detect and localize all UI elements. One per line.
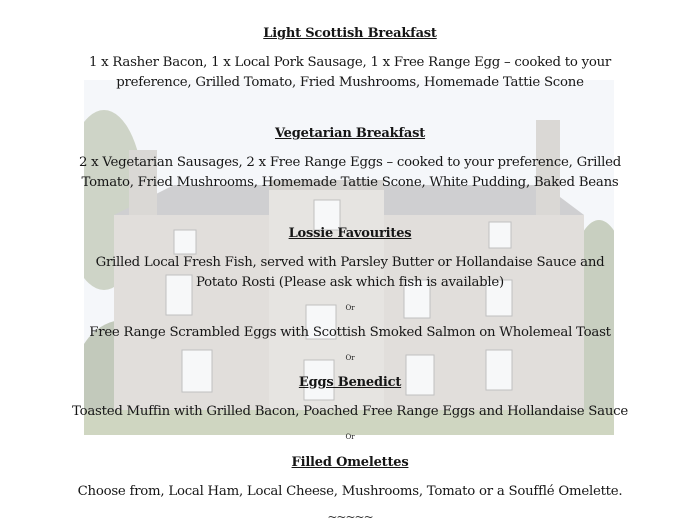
section-heading: Vegetarian Breakfast bbox=[274, 126, 426, 141]
menu-item-description: Grilled Local Fresh Fish, served with Parsley Butter or Hollandaise Sauce and bbox=[95, 255, 605, 270]
footer-ornament: ~~~~~ bbox=[327, 510, 373, 524]
menu-item-description: Potato Rosti (Please ask which fish is available) bbox=[196, 275, 504, 290]
or-separator: Or bbox=[345, 304, 355, 312]
menu-item-description: 2 x Vegetarian Sausages, 2 x Free Range Eggs – cooked to your preference, Grilled bbox=[79, 155, 621, 170]
section-heading: Eggs Benedict bbox=[298, 375, 402, 390]
menu-item-description: Toasted Muffin with Grilled Bacon, Poached Free Range Eggs and Hollandaise Sauce bbox=[72, 404, 628, 419]
menu-item-description: preference, Grilled Tomato, Fried Mushrooms, Homemade Tattie Scone bbox=[116, 75, 584, 90]
or-separator: Or bbox=[345, 433, 355, 441]
section-heading: Filled Omelettes bbox=[291, 455, 409, 470]
menu-item-description: Tomato, Fried Mushrooms, Homemade Tattie Scone, White Pudding, Baked Beans bbox=[81, 175, 619, 190]
section-heading: Lossie Favourites bbox=[288, 226, 412, 241]
menu-item-description: Choose from, Local Ham, Local Cheese, Mushrooms, Tomato or a Soufflé Omelette. bbox=[77, 484, 623, 499]
section-heading: Light Scottish Breakfast bbox=[263, 26, 437, 41]
or-separator: Or bbox=[345, 354, 355, 362]
menu-item-description: 1 x Rasher Bacon, 1 x Local Pork Sausage, 1 x Free Range Egg – cooked to your bbox=[88, 55, 612, 70]
menu-item-description: Free Range Scrambled Eggs with Scottish Smoked Salmon on Wholemeal Toast bbox=[89, 325, 611, 340]
